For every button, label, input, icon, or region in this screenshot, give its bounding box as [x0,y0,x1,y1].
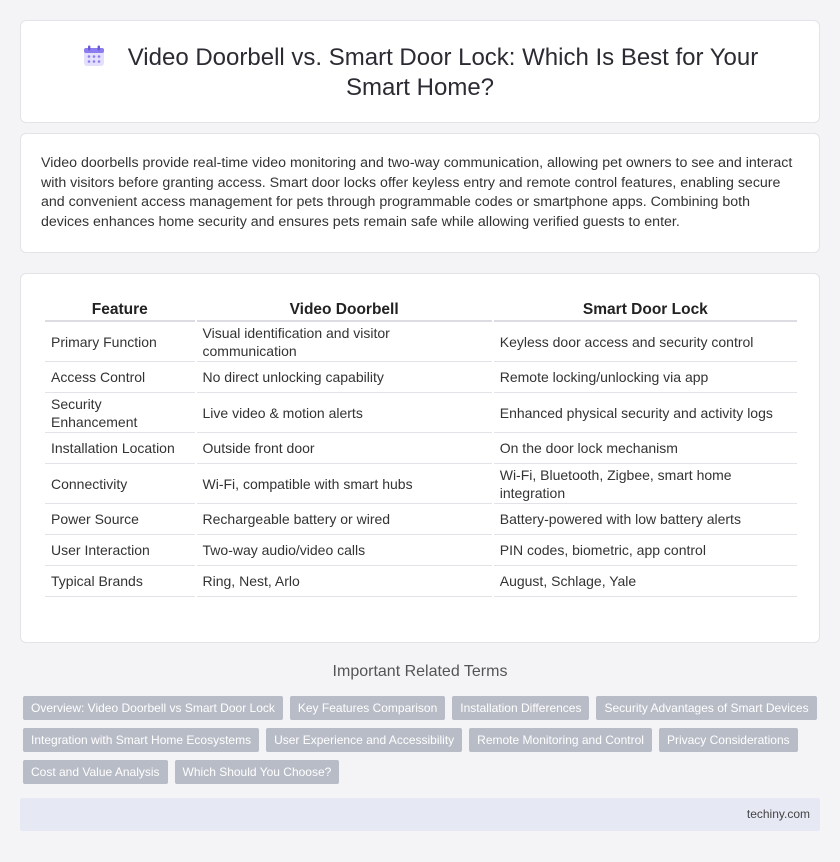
header-video-doorbell: Video Doorbell [197,296,492,322]
table-cell-feature: Power Source [45,504,195,535]
calendar-icon [82,44,106,68]
table-cell-doorbell: Ring, Nest, Arlo [197,566,492,597]
table-cell-lock: August, Schlage, Yale [494,566,797,597]
table-cell-feature: Connectivity [45,464,195,504]
table-cell-feature: Access Control [45,362,195,393]
table-cell-doorbell: Live video & motion alerts [197,393,492,433]
header-feature: Feature [45,296,195,322]
table-row [45,322,797,362]
header-smart-door-lock: Smart Door Lock [494,296,797,322]
table-row [45,566,797,597]
table-cell-doorbell: No direct unlocking capability [197,362,492,393]
tag-security-advantages[interactable]: Security Advantages of Smart Devices [596,696,816,720]
tag-privacy[interactable]: Privacy Considerations [659,728,798,752]
tag-cost-value[interactable]: Cost and Value Analysis [23,760,168,784]
table-row [45,504,797,535]
table-cell-feature: Installation Location [45,433,195,464]
intro-card [20,133,820,253]
intro-paragraph: Video doorbells provide real-time video monitoring and two-way communication, allowing pet owners to see and interact with visitors before granting access. Smart door locks offer keyless entry and remote control features, enabling secure and convenient access management for pets through programmable codes or smartphone apps. Combining both devices enhances home security and ensures pets remain safe while allowing verified guests to enter. [41,155,793,230]
tag-key-features[interactable]: Key Features Comparison [290,696,445,720]
related-terms-title: Important Related Terms [332,663,508,680]
table-cell-doorbell: Outside front door [197,433,492,464]
table-row [45,393,797,433]
tag-installation[interactable]: Installation Differences [452,696,589,720]
table-cell-doorbell: Two-way audio/video calls [197,535,492,566]
related-terms-tags [23,696,823,784]
tag-remote-monitoring[interactable]: Remote Monitoring and Control [469,728,652,752]
tag-overview[interactable]: Overview: Video Doorbell vs Smart Door Lock [23,696,283,720]
table-cell-doorbell: Wi-Fi, compatible with smart hubs [197,464,492,504]
table-cell-feature: User Interaction [45,535,195,566]
table-cell-lock: Remote locking/unlocking via app [494,362,797,393]
tag-which-to-choose[interactable]: Which Should You Choose? [175,760,340,784]
page-title: Video Doorbell vs. Smart Door Lock: Which Is Best for Your Smart Home? [127,44,759,101]
tag-integration[interactable]: Integration with Smart Home Ecosystems [23,728,259,752]
table-cell-feature: Security Enhancement [45,393,195,433]
tag-user-experience[interactable]: User Experience and Accessibility [266,728,462,752]
title-wrap [51,43,789,103]
header-card [20,20,820,123]
table-cell-lock: Keyless door access and security control [494,322,797,362]
table-cell-lock: Battery-powered with low battery alerts [494,504,797,535]
table-cell-feature: Primary Function [45,322,195,362]
table-cell-feature: Typical Brands [45,566,195,597]
table-cell-lock: Enhanced physical security and activity logs [494,393,797,433]
table-row [45,464,797,504]
table-cell-lock: On the door lock mechanism [494,433,797,464]
table-cell-doorbell: Rechargeable battery or wired [197,504,492,535]
table-row [45,433,797,464]
comparison-card [20,273,820,643]
table-row [45,362,797,393]
table-cell-doorbell: Visual identification and visitor communication [197,322,492,362]
table-header-row [45,296,797,322]
comparison-table [43,296,799,597]
footer [20,798,820,831]
table-cell-lock: PIN codes, biometric, app control [494,535,797,566]
footer-site-link[interactable]: techiny.com [746,807,810,821]
table-cell-lock: Wi-Fi, Bluetooth, Zigbee, smart home integration [494,464,797,504]
table-row [45,535,797,566]
